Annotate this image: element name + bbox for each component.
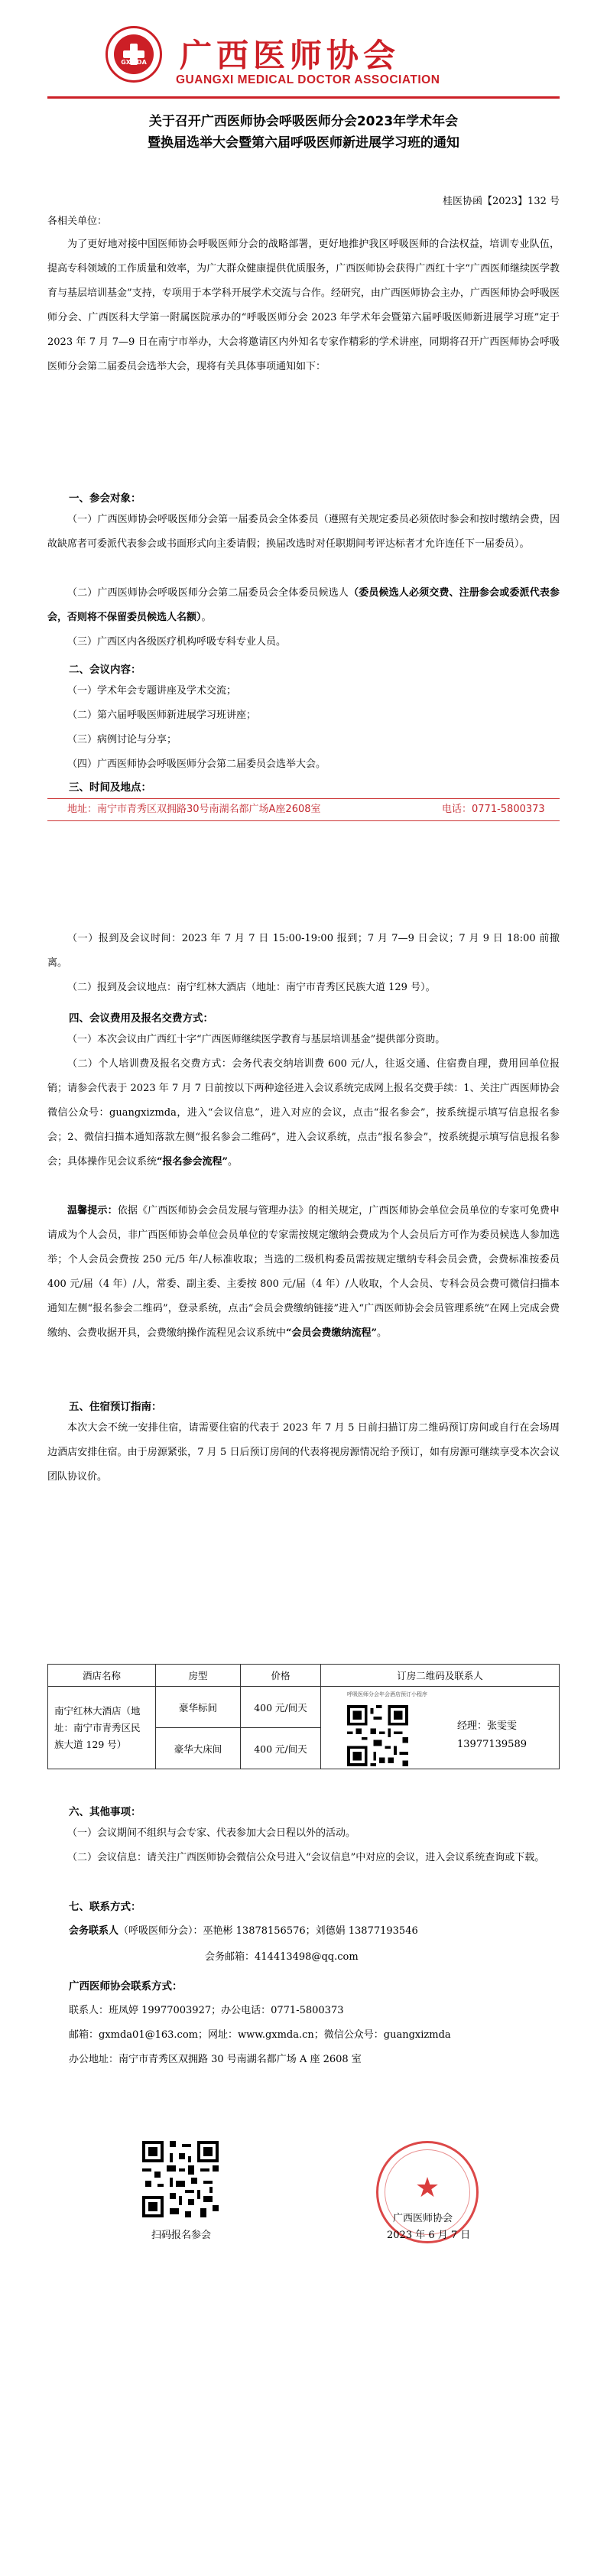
association-address: 办公地址：南宁市青秀区双拥路 30 号南湖名都广场 A 座 2608 室 [69, 2054, 362, 2065]
s6-item1: （一）会议期间不组织与会专家、代表参加大会日程以外的活动。 [67, 1827, 356, 1839]
s2-item2: （二）第六届呼吸医师新进展学习班讲座； [67, 710, 257, 721]
signer-name: 广西医师协会 [393, 2213, 453, 2224]
s1-item2: （二）广西医师协会呼吸医师分会第二届委员会全体委员候选人（委员候选人必须交费、注册参会或委派代表参会，否则将不保留委员候选人名额）。 [47, 587, 560, 623]
association-logo [105, 26, 162, 83]
s2-item4: （四）广西医师协会呼吸医师分会第二届委员会选举大会。 [67, 759, 326, 770]
affairs-contacts: 会务联系人（呼吸医师分会）：巫艳彬 13878156576；刘德娟 13877193546 [69, 1925, 418, 1937]
s2-item3: （三）病例讨论与分享； [67, 734, 177, 746]
col-price: 价格 [241, 1665, 321, 1687]
s4-tip: 温馨提示：依据《广西医师协会会员发展与管理办法》的相关规定，广西医师协会单位会员单位的专家可免费申请成为个人会员，非广西医师协会单位会员单位的专家需按规定缴纳会费成为个人会员后方可作为委员候选人参加选举；个人会员会费按 250 元/5 年/人标准收取；当选的二级机构委员需按规定缴纳专科会员会费，会费标准按委员 400 元/届（4 年）/人，常委、副主委、主委按 800 元/届（4 年）/人收取，个人会员、专科会员会费可微信扫描本通知左侧“报名参会二维码”，登录系统，点击“会员会费缴纳链接”进入“广西医师协会会员管理系统”在网上完成会费缴纳、会费收据开具，会费缴纳操作流程见会议系统中“会员会费缴纳流程”。 [47, 1205, 560, 1339]
col-hotel: 酒店名称 [48, 1665, 156, 1687]
s6-item2: （二）会议信息：请关注广西医师协会微信公众号进入“会议信息”中对应的会议，进入会议系统查询或下载。 [67, 1852, 545, 1863]
signing-date: 2023 年 6 月 7 日 [387, 2230, 471, 2241]
section-6-heading: 六、其他事项： [69, 1806, 141, 1818]
hotel-name-cell: 南宁红林大酒店（地址：南宁市青秀区民族大道 129 号） [48, 1687, 156, 1769]
document-number: 桂医协函【2023】132 号 [442, 196, 560, 207]
qr-caption: 呼吸医师分会年会酒店预订小程序 [347, 1691, 427, 1697]
booking-qr-code[interactable] [347, 1705, 408, 1766]
s5-body: 本次大会不统一安排住宿，请需要住宿的代表于 2023 年 7 月 5 日前扫描订房二维码预订房间或自行在会场周边酒店安排住宿。由于房源紧张，7 月 5 日后预订房间的代表将视房源情况给予预订，如有房源可继续享受本次会议团队协议价。 [47, 1422, 560, 1483]
s2-item1: （一）学术年会专题讲座及学术交流； [67, 685, 237, 697]
s3-item1: （一）报到及会议时间：2023 年 7 月 7 日 15:00-19:00 报到；7 月 7—9 日会议；7 月 9 日 18:00 前撤离。 [47, 933, 560, 969]
venue-phone: 电话：0771-5800373 [442, 804, 545, 815]
col-room: 房型 [156, 1665, 241, 1687]
table-header-row [48, 1665, 560, 1687]
section-5-heading: 五、住宿预订指南： [69, 1401, 162, 1413]
booking-qr-cell [321, 1687, 560, 1769]
registration-qr-code[interactable] [142, 2141, 219, 2217]
association-contacts-heading: 广西医师协会联系方式： [69, 1980, 183, 1993]
association-name-en: GUANGXI MEDICAL DOCTOR ASSOCIATION [176, 73, 440, 86]
section-3-heading: 三、时间及地点： [69, 781, 151, 794]
room-price: 400 元/间天 [241, 1728, 321, 1769]
logo-abbr: GXMDA [121, 59, 147, 66]
s1-item1: （一）广西医师协会呼吸医师分会第一届委员会全体委员（遵照有关规定委员必须依时参会和按时缴纳会费，因故缺席者可委派代表参会或书面形式向主委请假；换届改选时对任职期间考评达标者才允许连任下一届委员）。 [47, 514, 560, 550]
hotel-table [47, 1664, 560, 1769]
section-1-heading: 一、参会对象： [69, 492, 141, 505]
venue-address: 地址：南宁市青秀区双拥路30号南湖名都广场A座2608室 [67, 804, 321, 815]
affairs-email: 会务邮箱：414413498@qq.com [205, 1951, 359, 1963]
association-contact: 联系人：班凤婷 19977003927；办公电话：0771-5800373 [69, 2005, 344, 2016]
room-price: 400 元/间天 [241, 1687, 321, 1728]
s4-item1: （一）本次会议由广西红十字“广西医师继续医学教育与基层培训基金”提供部分资助。 [67, 1034, 446, 1045]
section-2-heading: 二、会议内容： [69, 664, 141, 676]
table-row [48, 1687, 560, 1728]
notice-title-line1: 关于召开广西医师协会呼吸医师分会2023年学术年会 [148, 114, 459, 129]
association-name-cn: 广西医师协会 [180, 37, 401, 74]
hotel-manager: 经理：张雯雯 13977139589 [457, 1720, 527, 1750]
salutation: 各相关单位： [47, 216, 108, 227]
venue-address-bar [47, 798, 560, 821]
intro-paragraph: 为了更好地对接中国医师协会呼吸医师分会的战略部署，更好地推护我区呼吸医师的合法权益，培训专业队伍，提高专科领域的工作质量和效率，为广大群众健康提供优质服务，广西医师协会获得广西红十字“广西医师继续医学教育与基层培训基金”支持，专项用于本学科开展学术交流与合作。经研究，由广西医师协会主办，广西医师协会呼吸医师分会、广西医科大学第一附属医院承办的“呼吸医师分会 2023 年学术年会暨第六届呼吸医师新进展学习班”定于 2023 年 7 月 7—9 日在南宁市举办，大会将邀请区内外知名专家作精彩的学术讲座，同期将召开广西医师协会呼吸医师分会第二届委员会选举大会，现将有关具体事项通知如下： [47, 239, 560, 372]
notice-title-line2: 暨换届选举大会暨第六届呼吸医师新进展学习班的通知 [148, 135, 459, 151]
section-7-heading: 七、联系方式： [69, 1901, 141, 1913]
section-4-heading: 四、会议费用及报名交费方式： [69, 1012, 213, 1025]
letterhead-divider [47, 96, 560, 99]
s1-item3: （三）广西区内各级医疗机构呼吸专科专业人员。 [67, 636, 287, 648]
registration-qr-label: 扫码报名参会 [151, 2230, 212, 2241]
room-type: 豪华大床间 [156, 1728, 241, 1769]
s3-item2: （二）报到及会议地点：南宁红林大酒店（地址：南宁市青秀区民族大道 129 号）。 [67, 982, 436, 993]
s4-item2: （二）个人培训费及报名交费方式：会务代表交纳培训费 600 元/人，往返交通、住宿费自理，费用回单位报销；请参会代表于 2023 年 7 月 7 日前按以下两种途径进入会议系统完成网上报名交费手续：1、关注广西医师协会微信公众号：guangxizmda，进入“会议信息”，进入对应的会议，点击“报名参会”，按系统提示填写信息报名参会；2、微信扫描本通知落款左侧“报名参会二维码”，进入会议系统，点击“报名参会”，按系统提示填写信息报名参会；具体操作见会议系统“报名参会流程”。 [47, 1058, 560, 1168]
col-qr: 订房二维码及联系人 [321, 1665, 560, 1687]
official-seal: ★ [376, 2141, 479, 2243]
association-email: 邮箱：gxmda01@163.com；网址：www.gxmda.cn；微信公众号：guangxizmda [69, 2029, 451, 2041]
room-type: 豪华标间 [156, 1687, 241, 1728]
